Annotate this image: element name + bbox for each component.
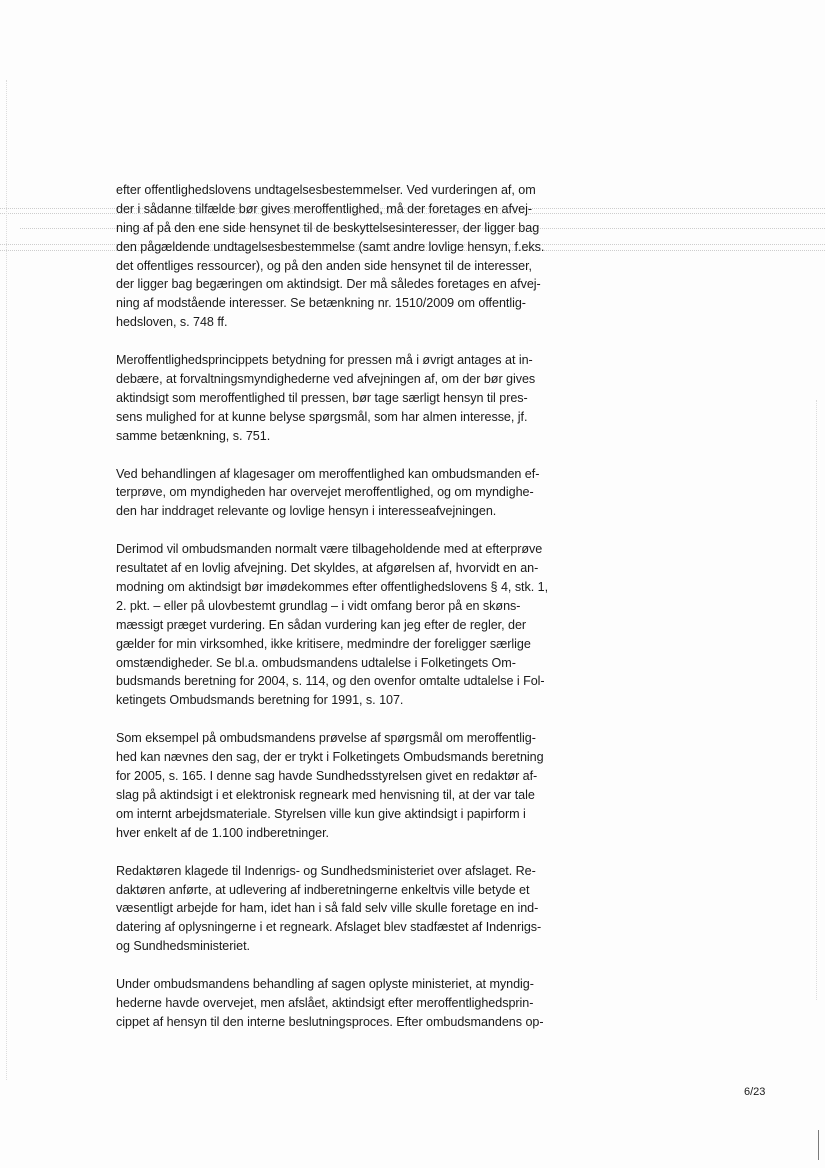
text-line: Derimod vil ombudsmanden normalt være tilbageholdende med at efterprøve (116, 542, 543, 557)
text-line: datering af oplysningerne i et regneark. Afslaget blev stadfæstet af Indenrigs- (116, 920, 542, 935)
paragraph (116, 862, 571, 956)
paragraph (116, 975, 571, 1032)
paragraph (116, 540, 571, 710)
scan-margin-dots (816, 400, 818, 1000)
text-line: budsmands beretning for 2004, s. 114, og den ovenfor omtalte udtalelse i Fol- (116, 674, 545, 689)
text-line: omstændigheder. Se bl.a. ombudsmandens udtalelse i Folketingets Om- (116, 655, 516, 670)
text-line: om internt arbejdsmateriale. Styrelsen ville kun give aktindsigt i papirform i (116, 806, 526, 821)
text-line: Ved behandlingen af klagesager om meroffentlighed kan ombudsmanden ef- (116, 466, 540, 481)
text-line: for 2005, s. 165. I denne sag havde Sundhedsstyrelsen givet en redaktør af- (116, 769, 538, 784)
text-line: og Sundhedsministeriet. (116, 939, 250, 954)
text-line: efter offentlighedslovens undtagelsesbestemmelser. Ved vurderingen af, om (116, 183, 536, 197)
text-line: det offentliges ressourcer), og på den anden side hensynet til de interesser, (116, 258, 532, 273)
text-line: væsentligt arbejde for ham, idet han i så fald selv ville skulle foretage en ind- (116, 901, 539, 916)
text-line: sens mulighed for at kunne belyse spørgsmål, som har almen interesse, jf. (116, 409, 528, 424)
body-text (116, 181, 571, 1051)
text-line: ning af på den ene side hensynet til de beskyttelsesinteresser, der ligger bag (116, 220, 540, 235)
text-line: resultatet af en lovlig afvejning. Det skyldes, at afgørelsen af, hvorvidt en an- (116, 561, 539, 576)
text-line: daktøren anførte, at udlevering af indberetningerne enkeltvis ville betyde et (116, 882, 530, 897)
text-line: hed kan nævnes den sag, der er trykt i Folketingets Ombudsmands beretning (116, 750, 544, 765)
paragraph (116, 181, 571, 332)
text-line: debære, at forvaltningsmyndighederne ved afvejningen af, om der bør gives (116, 372, 536, 387)
text-line: ning af modstående interesser. Se betænkning nr. 1510/2009 om offentlig- (116, 296, 526, 311)
paragraph (116, 465, 571, 522)
text-line: den har inddraget relevante og lovlige hensyn i interesseafvejningen. (116, 504, 497, 519)
text-line: terprøve, om myndigheden har overvejet meroffentlighed, og om myndighe- (116, 485, 534, 500)
text-line: ketingets Ombudsmands beretning for 1991, s. 107. (116, 693, 404, 708)
text-line: hver enkelt af de 1.100 indberetninger. (116, 825, 329, 840)
text-line: gælder for min virksomhed, ikke kritisere, medmindre der foreligger særlige (116, 636, 531, 651)
text-line: der i sådanne tilfælde bør gives meroffentlighed, må der foretages en afvej- (116, 201, 532, 216)
text-line: cippet af hensyn til den interne beslutningsproces. Efter ombudsmandens op- (116, 1014, 544, 1029)
scan-edge-mark (818, 1130, 819, 1160)
paragraph (116, 729, 571, 842)
paragraph (116, 351, 571, 445)
text-line: hedsloven, s. 748 ff. (116, 315, 228, 330)
text-line: Under ombudsmandens behandling af sagen oplyste ministeriet, at myndig- (116, 977, 534, 992)
text-line: aktindsigt som meroffentlighed til pressen, bør tage særligt hensyn til pres- (116, 390, 528, 405)
text-line: modning om aktindsigt bør imødekommes efter offentlighedslovens § 4, stk. 1, (116, 580, 549, 595)
text-line: der ligger bag begæringen om aktindsigt. Der må således foretages en afvej- (116, 277, 541, 292)
page-number: 6/23 (744, 1086, 766, 1098)
text-line: slag på aktindsigt i et elektronisk regneark med henvisning til, at der var tale (116, 787, 535, 802)
text-line: Som eksempel på ombudsmandens prøvelse af spørgsmål om meroffentlig- (116, 731, 536, 746)
text-line: 2. pkt. – eller på ulovbestemt grundlag – i vidt omfang beror på en skøns- (116, 598, 521, 613)
text-line: den pågældende undtagelsesbestemmelse (samt andre lovlige hensyn, f.eks. (116, 239, 545, 254)
text-line: Redaktøren klagede til Indenrigs- og Sundhedsministeriet over afslaget. Re- (116, 863, 536, 878)
text-line: mæssigt præget vurdering. En sådan vurdering kan jeg efter de regler, der (116, 617, 527, 632)
text-line: hederne havde overvejet, men afslået, aktindsigt efter meroffentlighedsprin- (116, 995, 534, 1010)
scan-margin-dots (6, 80, 8, 1080)
text-line: Meroffentlighedsprincippets betydning for pressen må i øvrigt antages at in- (116, 353, 533, 368)
text-line: samme betænkning, s. 751. (116, 428, 271, 443)
